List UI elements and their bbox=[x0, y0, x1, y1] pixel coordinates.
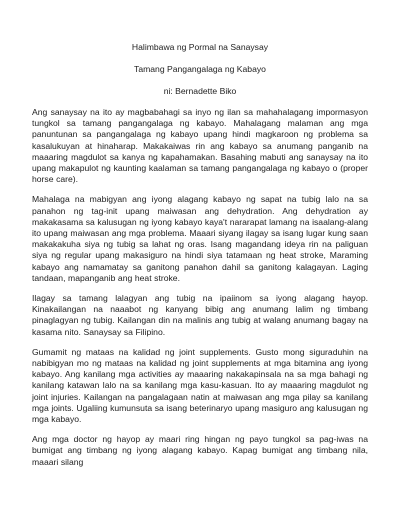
paragraph-5: Ang mga doctor ng hayop ay maari ring hingan ng payo tungkol sa pag-iwas na bumigat ang timbang ng iyong alagang kabayo. Kapag bumigat ang timbang nila, maaari silang bbox=[32, 434, 368, 467]
document-title: Halimbawa ng Pormal na Sanaysay bbox=[131, 42, 269, 52]
paragraph-3: Ilagay sa tamang lalagyan ang tubig na ipaiinom sa iyong alagang hayop. Kinakailangan na naaabot ng kanyang bibig ang anumang lalim ng timbang pinaglagyan ng tubig. Kailangan din na malinis ang tubig at walang anumang bagay na kasama nito. Sanaysay sa Filipino. bbox=[32, 293, 368, 337]
document-author: ni: Bernadette Biko bbox=[163, 86, 237, 96]
paragraph-2: Mahalaga na mabigyan ang iyong alagang kabayo ng sapat na tubig lalo na sa panahon ng tag-init upang maiwasan ang dehydration. Ang dehydration ay makakasama sa kalusugan ng iyong kabayo kaya't nararapat lamang na isaalang-alang ito upang maiwasan ang mga problema. Maaari siyang ilagay sa isang lugar kung saan makakakuha siya ng tubig sa lahat ng oras. Isang magandang ideya rin na paliguan siya ng regular upang makasiguro na hindi siya tatamaan ng heat stroke, Maraming kabayo ang namamatay sa ganitong panahon dahil sa ganitong kalagayan. Laging tandaan, mapanganib ang heat stroke. bbox=[32, 194, 368, 283]
paragraph-1: Ang sanaysay na ito ay magbabahagi sa inyo ng ilan sa mahahalagang impormasyon tungkol sa tamang pangangalaga ng kabayo. Mahalagang malaman ang mga panuntunan sa pangangalaga ng kabayo upang hindi magkaroon ng problema sa kasalukuyan at hinaharap. Makakaiwas rin ang kabayo sa anumang panganib na maaaring magdulot sa kanya ng kapahamakan. Basahing mabuti ang sanaysay na ito upang makapulot ng kaunting kaalaman sa tamang pangangalaga ng kabayo o (proper horse care). bbox=[32, 107, 368, 185]
paragraph-4: Gumamit ng mataas na kalidad ng joint supplements. Gusto mong siguraduhin na nabibigyan mo ng mataas na kalidad ng joint supplements at mga bitamina ang iyong kabayo. Ang kanilang mga activities ay maaaring nakakapinsala na sa mga bahagi ng kanilang katawan lalo na sa kanilang mga kasu-kasuan. Ito ay maaaring magdulot ng joint injuries. Kailangan na pangalagaan natin at maiwasan ang mga pilay sa kanilang mga joints. Ugaliing kumunsuta sa isang beterinaryo upang masiguro ang kalusugan ng mga kabayo. bbox=[32, 346, 368, 425]
document-subtitle: Tamang Pangangalaga ng Kabayo bbox=[134, 64, 266, 74]
